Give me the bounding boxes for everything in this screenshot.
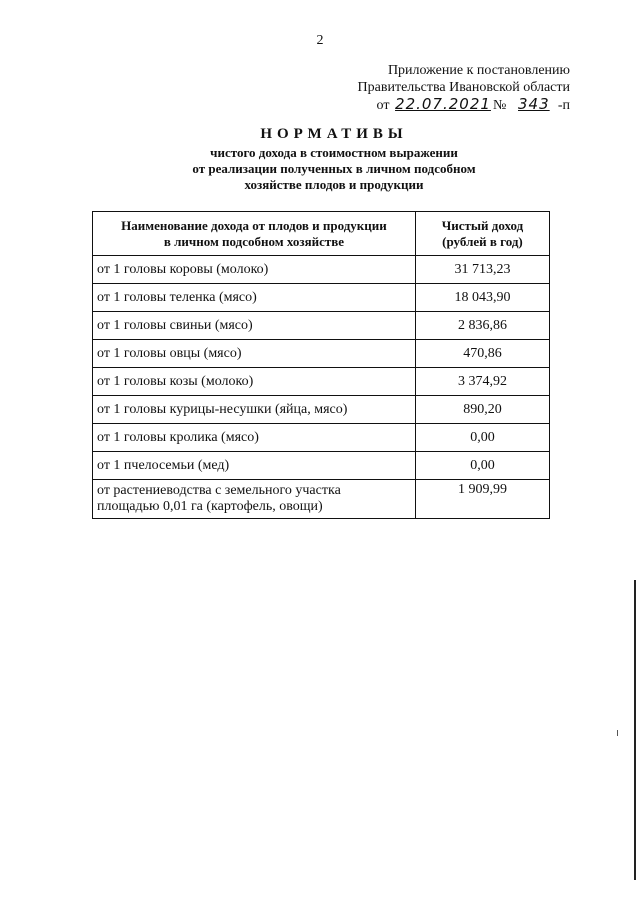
row-name: от 1 головы теленка (мясо) xyxy=(93,284,416,312)
scan-edge-line xyxy=(634,580,636,880)
row-value: 2 836,86 xyxy=(415,312,549,340)
table-row xyxy=(93,368,550,396)
row-value: 31 713,23 xyxy=(415,256,549,284)
scan-speck xyxy=(617,730,618,736)
row-value: 18 043,90 xyxy=(415,284,549,312)
header-income-name-line-1: Наименование дохода от плодов и продукции xyxy=(121,217,387,233)
document-subtitle xyxy=(0,145,640,193)
row-name: от 1 головы кролика (мясо) xyxy=(93,424,416,452)
header-income-name xyxy=(93,212,416,256)
row-value: 890,20 xyxy=(415,396,549,424)
date-prefix: от xyxy=(376,98,390,113)
appendix-line-1: Приложение к постановлению xyxy=(387,63,570,78)
appendix-header xyxy=(358,62,570,114)
subtitle-line-1: чистого дохода в стоимостном выражении xyxy=(210,145,458,160)
table-header-row xyxy=(93,212,550,256)
row-value: 0,00 xyxy=(415,452,549,480)
row-name: от 1 головы козы (молоко) xyxy=(93,368,416,396)
row-value: 1 909,99 xyxy=(415,480,549,519)
income-norms-table xyxy=(92,211,550,519)
row-name-line-2: площадью 0,01 га (картофель, овощи) xyxy=(97,499,323,514)
table-row xyxy=(93,480,550,519)
header-income-name-line-2: в личном подсобном хозяйстве xyxy=(163,233,345,249)
row-value: 0,00 xyxy=(415,424,549,452)
number-label: № xyxy=(492,98,507,113)
row-value: 3 374,92 xyxy=(415,368,549,396)
header-net-income-line-2: (рублей в год) xyxy=(442,233,523,249)
table-row xyxy=(93,340,550,368)
document-title: НОРМАТИВЫ xyxy=(260,126,408,142)
table-row xyxy=(93,312,550,340)
header-net-income-line-1: Чистый доход xyxy=(441,217,524,233)
appendix-line-2: Правительства Ивановской области xyxy=(357,80,570,95)
table-row xyxy=(93,452,550,480)
row-name-line-1: от растениеводства с земельного участка xyxy=(97,483,341,498)
header-net-income xyxy=(415,212,549,256)
row-name: от 1 пчелосемьи (мед) xyxy=(93,452,416,480)
row-value: 470,86 xyxy=(415,340,549,368)
row-name xyxy=(93,480,416,519)
page-number: 2 xyxy=(316,33,324,48)
handwritten-number: 343 xyxy=(518,95,550,113)
row-name: от 1 головы коровы (молоко) xyxy=(93,256,416,284)
handwritten-date: 22.07.2021 xyxy=(395,95,491,113)
table-row xyxy=(93,424,550,452)
appendix-date-line xyxy=(358,96,570,114)
row-name: от 1 головы свиньи (мясо) xyxy=(93,312,416,340)
subtitle-line-3: хозяйстве плодов и продукции xyxy=(244,177,424,192)
number-suffix: -п xyxy=(557,98,570,113)
row-name: от 1 головы овцы (мясо) xyxy=(93,340,416,368)
subtitle-line-2: от реализации полученных в личном подсобном xyxy=(192,161,476,176)
table-row xyxy=(93,284,550,312)
table-row xyxy=(93,396,550,424)
row-name: от 1 головы курицы-несушки (яйца, мясо) xyxy=(93,396,416,424)
table-row xyxy=(93,256,550,284)
